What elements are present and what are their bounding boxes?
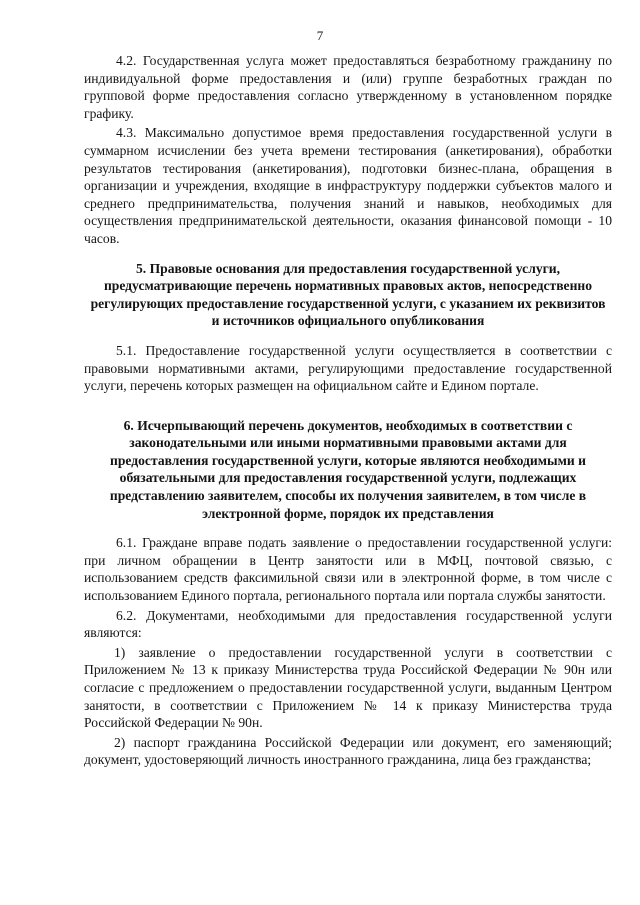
paragraph-5-1: 5.1. Предоставление государственной услуги осуществляется в соответствии с правовыми нормативными актами, регулирующими предоставление государственной услуги, перечень которых размещен на официальном сайте и Едином портале.	[84, 342, 612, 394]
paragraph-4-2: 4.2. Государственная услуга может предоставляться безработному гражданину по индивидуальной форме предоставления и (или) группе безработных граждан по групповой форме предоставления согласно утвержденному в установленном порядке графику.	[84, 53, 612, 121]
section-5-heading: 5. Правовые основания для предоставления государственной услуги, предусматривающие перечень нормативных правовых актов, непосредственно регулирующих предоставление государственной услуги, с указанием их реквизитов и источников официального опубликования	[90, 260, 606, 329]
section-6-heading: 6. Исчерпывающий перечень документов, необходимых в соответствии с законодательными или иными нормативными правовыми актами для предоставления государственной услуги, которые являются необходимыми и обязательными для предоставления государственной услуги, подлежащих представлению заявителем, способы их получения заявителем, в том числе в электронной форме, порядок их представления	[109, 417, 587, 521]
paragraph-4-3: 4.3. Максимально допустимое время предоставления государственной услуги в суммарном исчислении без учета времени тестирования (анкетирования), обработки результатов тестирования (анкетирования), подготовки бизнес-плана, обращения в организации и учреждения, входящие в инфраструктуру поддержки субъектов малого и среднего предпринимательства, получения знаний и навыков, необходимых для осуществления предпринимательской деятельности, оказания финансовой помощи - 10 часов.	[84, 125, 612, 246]
paragraph-6-2: 6.2. Документами, необходимыми для предоставления государственной услуги являются:	[84, 607, 612, 641]
list-item-1: 1) заявление о предоставлении государственной услуги в соответствии с Приложением № 13 к приказу Министерства труда Российской Федерации № 90н или согласие с предложением о предоставлении государственной услуги, выданным Центром занятости, в соответствии с Приложением № 14 к приказу Министерства труда Российской Федерации № 90н.	[84, 644, 612, 731]
list-item-2: 2) паспорт гражданина Российской Федерации или документ, его заменяющий; документ, удостоверяющий личность иностранного гражданина, лица без гражданства;	[84, 734, 612, 768]
page-number: 7	[316, 28, 324, 43]
paragraph-6-1: 6.1. Граждане вправе подать заявление о предоставлении государственной услуги: при личном обращении в Центр занятости или в МФЦ, почтовой связью, с использованием средств факсимильной связи или в электронной форме, в том числе с использованием Единого портала, регионального портала или портала службы занятости.	[84, 535, 612, 604]
document-body	[84, 52, 612, 771]
